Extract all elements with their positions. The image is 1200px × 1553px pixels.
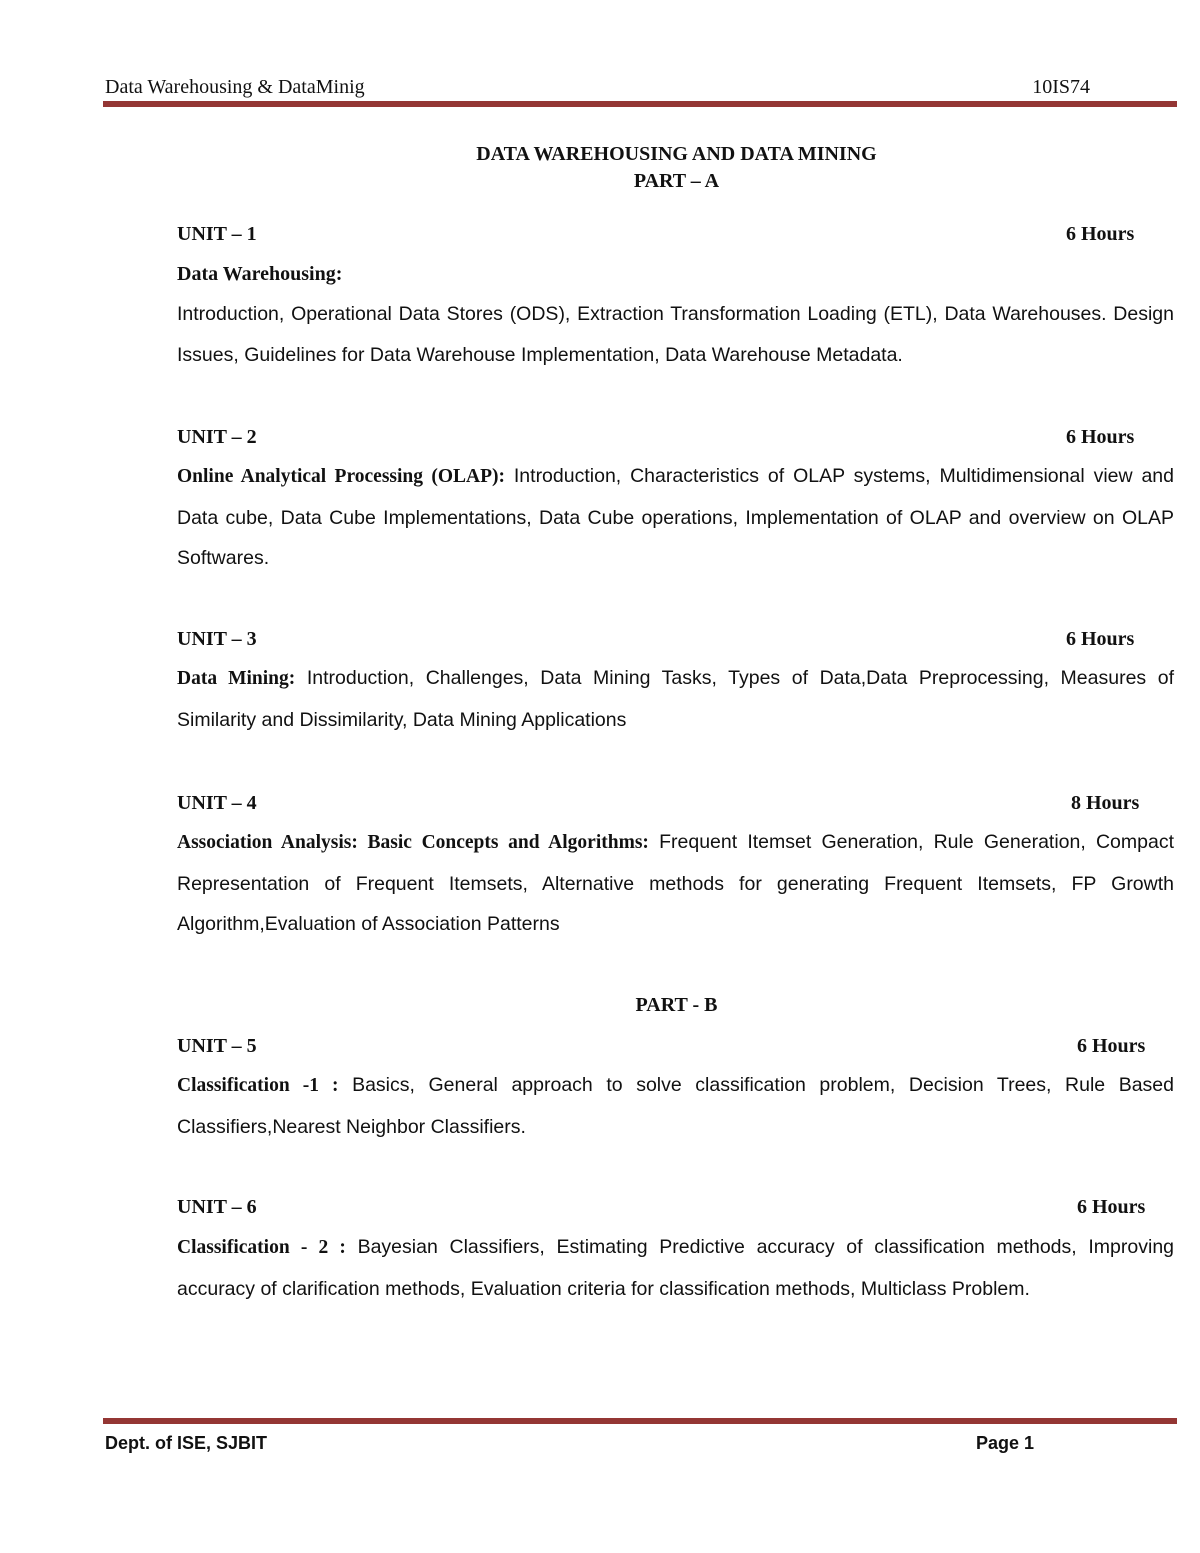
- header-course-code: 10IS74: [1032, 76, 1090, 98]
- unit-3-text: Introduction, Challenges, Data Mining Tasks, Types of Data,Data Preprocessing, Measures of Similarity and Dissimilarity, Data Mining Applications: [177, 667, 1175, 731]
- unit-2-description: [177, 456, 1174, 579]
- footer-department: Dept. of ISE, SJBIT: [105, 1433, 268, 1453]
- unit-4-hours: 8 Hours: [1071, 792, 1140, 814]
- unit-4-description: [177, 822, 1174, 945]
- header-divider: [103, 101, 1177, 107]
- unit-6-text: Bayesian Classifiers, Estimating Predictive accuracy of classification methods, Improving accuracy of clarification methods, Evaluation criteria for classification methods, Multiclass Problem.: [177, 1236, 1175, 1300]
- unit-1-hours: 6 Hours: [1066, 223, 1135, 245]
- unit-1-text: Introduction, Operational Data Stores (ODS), Extraction Transformation Loading (ETL), Data Warehouses. Design Issues, Guidelines for Data Warehouse Implementation, Data Warehouse Metadata.: [177, 303, 1174, 366]
- unit-5-description: [177, 1065, 1174, 1147]
- unit-2-label: UNIT – 2: [177, 426, 257, 448]
- unit-1-label: UNIT – 1: [177, 223, 257, 245]
- part-b-heading: PART - B: [635, 994, 718, 1016]
- unit-6-label: UNIT – 6: [177, 1196, 257, 1218]
- unit-5-lead: Classification -1 :: [177, 1075, 339, 1096]
- unit-6-hours: 6 Hours: [1077, 1196, 1146, 1218]
- unit-5-hours: 6 Hours: [1077, 1035, 1146, 1057]
- part-a-heading: PART – A: [633, 170, 720, 192]
- unit-3-lead: Data Mining:: [177, 668, 296, 689]
- footer-page-number: Page 1: [976, 1433, 1035, 1453]
- unit-5-text: Basics, General approach to solve classification problem, Decision Trees, Rule Based Classifiers,Nearest Neighbor Classifiers.: [177, 1074, 1174, 1138]
- header-course-title: Data Warehousing & DataMinig: [105, 76, 365, 98]
- unit-4-text: Frequent Itemset Generation, Rule Generation, Compact Representation of Frequent Itemsets, Alternative methods for generating Frequent Itemsets, FP Growth Algorithm,Evaluation of Association Patterns: [177, 831, 1174, 935]
- page-header: [105, 70, 1090, 102]
- unit-5-label: UNIT – 5: [177, 1035, 257, 1057]
- unit-4-label: UNIT – 4: [177, 792, 257, 814]
- unit-2-text: Introduction, Characteristics of OLAP systems, Multidimensional view and Data cube, Data Cube Implementations, Data Cube operations, Implementation of OLAP and overview on OLAP Softwares.: [177, 465, 1174, 569]
- footer-divider: [103, 1418, 1177, 1424]
- unit-3-label: UNIT – 3: [177, 628, 257, 650]
- unit-1-description: [177, 294, 1174, 375]
- unit-6-lead: Classification - 2 :: [177, 1237, 346, 1258]
- unit-2-lead: Online Analytical Processing (OLAP):: [177, 466, 505, 487]
- unit-6-description: [177, 1227, 1174, 1309]
- document-title: DATA WAREHOUSING AND DATA MINING: [476, 143, 877, 165]
- unit-3-description: [177, 658, 1174, 740]
- unit-1-subheading: Data Warehousing:: [177, 263, 343, 285]
- unit-3-hours: 6 Hours: [1066, 628, 1135, 650]
- unit-2-hours: 6 Hours: [1066, 426, 1135, 448]
- unit-4-lead: Association Analysis: Basic Concepts and Algorithms:: [177, 832, 649, 853]
